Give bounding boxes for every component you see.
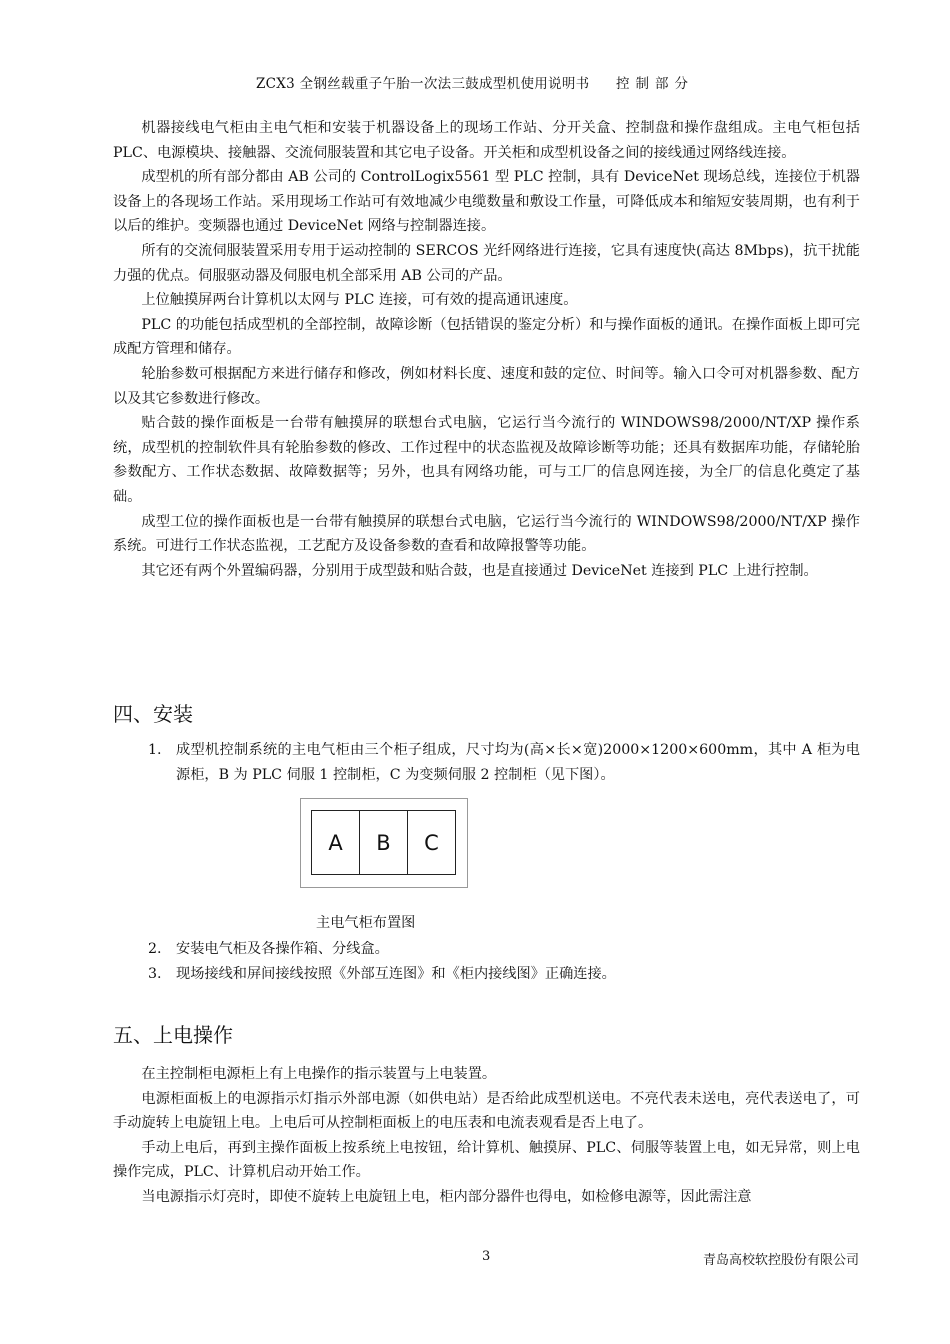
body-text bbox=[113, 116, 860, 583]
list-text: 安装电气柜及各操作箱、分线盒。 bbox=[176, 941, 389, 957]
paragraph: 轮胎参数可根据配方来进行储存和修改，例如材料长度、速度和鼓的定位、时间等。输入口令可对机器参数、配方以及其它参数进行修改。 bbox=[113, 365, 860, 407]
cabinet-row bbox=[311, 810, 456, 875]
cabinet-layout-diagram bbox=[300, 798, 468, 888]
list-text: 现场接线和屏间接线按照《外部互连图》和《柜内接线图》正确连接。 bbox=[176, 965, 616, 982]
list-number: 2. bbox=[148, 941, 162, 957]
list-text: 成型机控制系统的主电气柜由三个柜子组成，尺寸均为(高×长×宽)2000×1200×600mm，其中 A 柜为电源柜，B 为 PLC 伺服 1 控制柜，C 为变频伺服 2 控制柜（见下图）。 bbox=[176, 742, 860, 783]
paragraph: 成型工位的操作面板也是一台带有触摸屏的联想台式电脑，它运行当今流行的 WINDOWS98/2000/NT/XP 操作系统。可进行工作状态监视，工艺配方及设备参数的查看和故障报警等功能。 bbox=[113, 513, 860, 555]
install-list bbox=[148, 738, 860, 787]
paragraph: 在主控制柜电源柜上有上电操作的指示装置与上电装置。 bbox=[141, 1066, 497, 1082]
power-on-text bbox=[113, 1062, 860, 1210]
paragraph: 其它还有两个外置编码器，分别用于成型鼓和贴合鼓，也是直接通过 DeviceNet 连接到 PLC 上进行控制。 bbox=[141, 562, 818, 579]
paragraph: 电源柜面板上的电源指示灯指示外部电源（如供电站）是否给此成型机送电。不亮代表未送电，亮代表送电了，可手动旋转上电旋钮上电。上电后可从控制柜面板上的电压表和电流表观看是否上电了。 bbox=[113, 1090, 860, 1132]
company-name: 青岛高校软控股份有限公司 bbox=[702, 1253, 859, 1268]
paragraph: 当电源指示灯亮时，即使不旋转上电旋钮上电，柜内部分器件也得电，如检修电源等，因此需注意 bbox=[141, 1188, 752, 1205]
cabinet-b: B bbox=[360, 811, 408, 874]
install-list-continued bbox=[148, 937, 860, 986]
cabinet-a: A bbox=[312, 811, 360, 874]
paragraph: 上位触摸屏两台计算机以太网与 PLC 连接，可有效的提高通讯速度。 bbox=[141, 292, 578, 309]
section-label: 控制部分 bbox=[616, 76, 695, 92]
document-title: ZCX3 全钢丝载重子午胎一次法三鼓成型机使用说明书 bbox=[255, 76, 590, 92]
paragraph: 贴合鼓的操作面板是一台带有触摸屏的联想台式电脑，它运行当今流行的 WINDOWS98/2000/NT/XP 操作系统，成型机的控制软件具有轮胎参数的修改、工作过程中的状态监视及故障诊断等功能；还具有数据库功能，存储轮胎参数配方、工作状态数据、故障数据等；另外，也具有网络功能，可与工厂的信息网连接，为全厂的信息化奠定了基础。 bbox=[113, 415, 860, 505]
section-heading-install: 四、安装 bbox=[113, 702, 193, 726]
list-number: 3. bbox=[148, 965, 162, 982]
list-item bbox=[148, 738, 860, 787]
paragraph: 所有的交流伺服装置采用专用于运动控制的 SERCOS 光纤网络进行连接，它具有速度快(高达 8Mbps)，抗干扰能力强的优点。伺服驱动器及伺服电机全部采用 AB 公司的产品。 bbox=[113, 242, 860, 284]
paragraph: 机器接线电气柜由主电气柜和安装于机器设备上的现场工作站、分开关盒、控制盘和操作盘组成。主电气柜包括 PLC、电源模块、接触器、交流伺服装置和其它电子设备。开关柜和成型机设备之间的接线通过网络线连接。 bbox=[113, 120, 860, 161]
list-item bbox=[148, 937, 860, 962]
cabinet-c: C bbox=[424, 830, 439, 855]
paragraph: 成型机的所有部分都由 AB 公司的 ControlLogix5561 型 PLC 控制，具有 DeviceNet 现场总线，连接位于机器设备上的各现场工作站。采用现场工作站可有效地减少电缆数量和敷设工作量，可降低成本和缩短安装周期，也有利于以后的维护。变频器也通过 DeviceNet 网络与控制器连接。 bbox=[113, 169, 860, 235]
page-header bbox=[0, 72, 950, 92]
paragraph: 手动上电后，再到主操作面板上按系统上电按钮，给计算机、触摸屏、PLC、伺服等装置上电，如无异常，则上电操作完成，PLC、计算机启动开始工作。 bbox=[113, 1139, 860, 1181]
page-number: 3 bbox=[482, 1249, 491, 1264]
paragraph: PLC 的功能包括成型机的全部控制，故障诊断（包括错误的鉴定分析）和与操作面板的通讯。在操作面板上即可完成配方管理和储存。 bbox=[113, 316, 860, 358]
diagram-caption: 主电气柜布置图 bbox=[316, 915, 416, 931]
list-number: 1. bbox=[148, 742, 162, 758]
list-item bbox=[148, 962, 860, 987]
section-heading-power-on: 五、上电操作 bbox=[113, 1023, 233, 1047]
